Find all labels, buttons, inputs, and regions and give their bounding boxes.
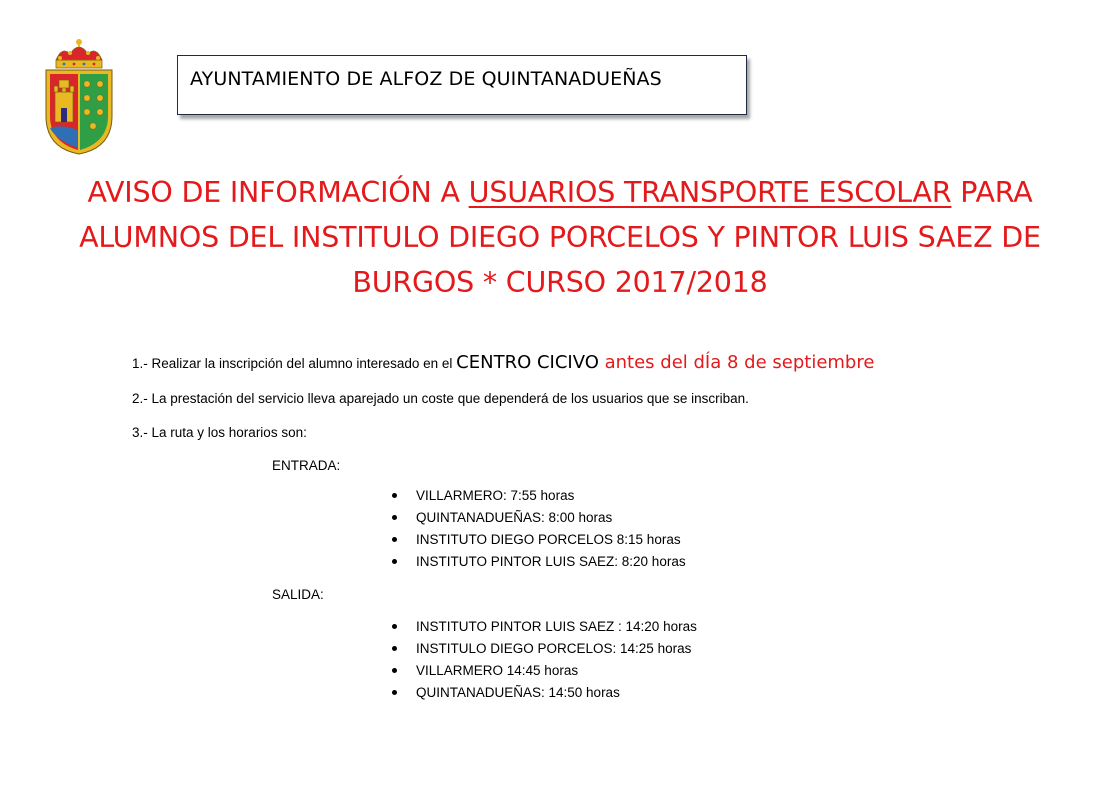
bullet-icon bbox=[392, 559, 397, 564]
list-item: INSTITUTO DIEGO PORCELOS 8:15 horas bbox=[392, 529, 686, 551]
list-item: INSTITUTO PINTOR LUIS SAEZ : 14:20 horas bbox=[392, 616, 697, 638]
list-item: INSTITUTO PINTOR LUIS SAEZ: 8:20 horas bbox=[392, 551, 686, 573]
notice-title bbox=[40, 170, 1080, 305]
bullet-icon bbox=[392, 493, 397, 498]
entrada-label: ENTRADA: bbox=[272, 458, 341, 473]
point-3: 3.- La ruta y los horarios son: bbox=[132, 425, 307, 440]
salida-list bbox=[392, 616, 697, 704]
point-1 bbox=[132, 352, 874, 373]
point-1-deadline: antes del dÍa 8 de septiembre bbox=[598, 352, 875, 373]
entrada-list bbox=[392, 485, 686, 573]
bullet-icon bbox=[392, 690, 397, 695]
point-1-place: CENTRO CICIVO bbox=[456, 352, 599, 373]
bullet-icon bbox=[392, 668, 397, 673]
bullet-icon bbox=[392, 646, 397, 651]
point-2: 2.- La prestación del servicio lleva aparejado un coste que dependerá de los usuarios que se inscriban. bbox=[132, 391, 749, 406]
coat-of-arms-icon bbox=[42, 36, 116, 156]
header-title: AYUNTAMIENTO DE ALFOZ DE QUINTANADUEÑAS bbox=[190, 68, 662, 90]
list-item: VILLARMERO: 7:55 horas bbox=[392, 485, 686, 507]
list-item: QUINTANADUEÑAS: 8:00 horas bbox=[392, 507, 686, 529]
point-1-prefix: 1.- Realizar la inscripción del alumno interesado en el bbox=[132, 356, 457, 371]
notice-title-part2: PARA bbox=[951, 176, 1033, 209]
notice-title-line2: ALUMNOS DEL INSTITULO DIEGO PORCELOS Y PINTOR LUIS SAEZ DE bbox=[79, 221, 1041, 254]
list-item: INSTITULO DIEGO PORCELOS: 14:25 horas bbox=[392, 638, 697, 660]
notice-title-line3: BURGOS * CURSO 2017/2018 bbox=[352, 266, 768, 299]
header-box bbox=[177, 55, 747, 115]
notice-title-underlined: USUARIOS TRANSPORTE ESCOLAR bbox=[468, 176, 952, 209]
bullet-icon bbox=[392, 624, 397, 629]
crown-icon bbox=[56, 39, 102, 68]
salida-label: SALIDA: bbox=[272, 587, 324, 602]
notice-title-part1: AVISO DE INFORMACIÓN A bbox=[87, 176, 469, 209]
list-item: VILLARMERO 14:45 horas bbox=[392, 660, 697, 682]
bullet-icon bbox=[392, 515, 397, 520]
list-item: QUINTANADUEÑAS: 14:50 horas bbox=[392, 682, 697, 704]
bullet-icon bbox=[392, 537, 397, 542]
